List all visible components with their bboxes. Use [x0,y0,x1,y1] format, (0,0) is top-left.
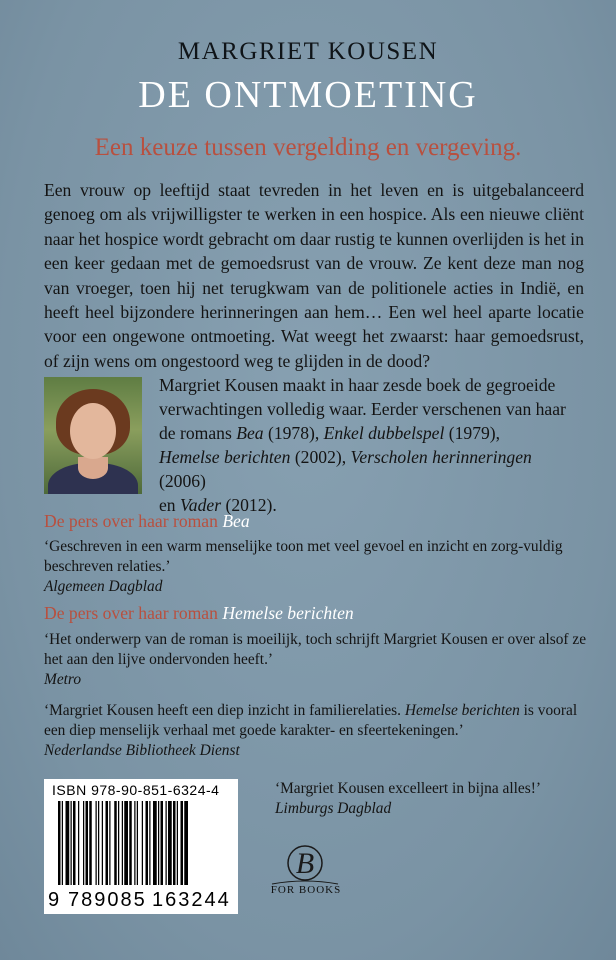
bio-book-bea: Bea [236,423,264,443]
synopsis: Een vrouw op leeftijd staat tevreden in het leven en is uitgebalanceerd genoeg om als vrijwilligster te werken in een hospice. Als een nieuwe cliënt naar het hospice wordt gebracht om daar rustig te kunnen overlijden is het in een keer gedaan met de gemoedsrust van de vrouw. Ze kent deze man nog van vroeger, toen hij net terugkwam van de politionele acties in Indië, en heeft heel bijzondere herinneringen aan hem… Een wel heel aparte locatie voor een ongewone ontmoeting. Wat weegt het zwaarst: haar gemoedsrust, of zijn wens om ongestoord weg te glijden in de dood? [44,180,584,371]
isbn-barcode: ISBN 978-90-851-6324-4 9 789085 163244 [44,779,238,914]
bio-book-verscholen-herinneringen: Verscholen herinneringen [350,447,532,467]
author-photo [44,377,142,494]
isbn-label: ISBN 978-90-851-6324-4 [52,782,220,798]
bio-book-enkel-dubbelspel: Enkel dubbelspel [323,423,445,443]
press-quote-nbd: ‘Margriet Kousen heeft een diep inzicht in familierelaties. Hemelse berichten is vooral een diep menselijk verhaal met goede karakter- en sfeertekeningen.’ Nederlandse Bibliotheek Dienst [44,701,589,761]
press-heading-hemelse-berichten: De pers over haar roman Hemelse berichten [44,603,354,623]
press-source: Limburgs Dagblad [275,800,392,817]
tagline: Een keuze tussen vergelding en vergeving. [94,134,522,161]
press-quote-limburgs-dagblad: ‘Margriet Kousen excelleert in bijna alles!’ Limburgs Dagblad [275,779,595,819]
author-bio: Margriet Kousen maakt in haar zesde boek de gegroeide verwachtingen volledig waar. Eerder verschenen van haar de romans Bea (1978), Enkel dubbelspel (1979), Hemelse berichten (2002), Verscholen herinneringen (2006) en Vader (2012). [159,375,566,515]
barcode-bars [52,801,230,889]
press-source: Metro [44,671,82,688]
author-name: MARGRIET KOUSEN [177,38,439,65]
press-quote-algemeen-dagblad: ‘Geschreven in een warm menselijke toon met veel gevoel en inzicht en zorg-vuldig beschreven relaties.’ Algemeen Dagblad [44,537,589,597]
svg-text:B: B [295,847,315,880]
press-heading-bea: De pers over haar roman Bea [44,511,250,531]
publisher-name: FOR BOOKS [270,884,342,896]
book-title: DE ONTMOETING [138,74,478,116]
press-source: Algemeen Dagblad [44,578,163,595]
press-source: Nederlandse Bibliotheek Dienst [44,742,240,759]
bio-book-vader: Vader [180,495,222,515]
press-quote-metro: ‘Het onderwerp van de roman is moeilijk, toch schrijft Margriet Kousen er over alsof ze het aan den lijve ondervonden heeft.’ Metro [44,630,589,690]
bio-book-hemelse-berichten: Hemelse berichten [159,447,291,467]
